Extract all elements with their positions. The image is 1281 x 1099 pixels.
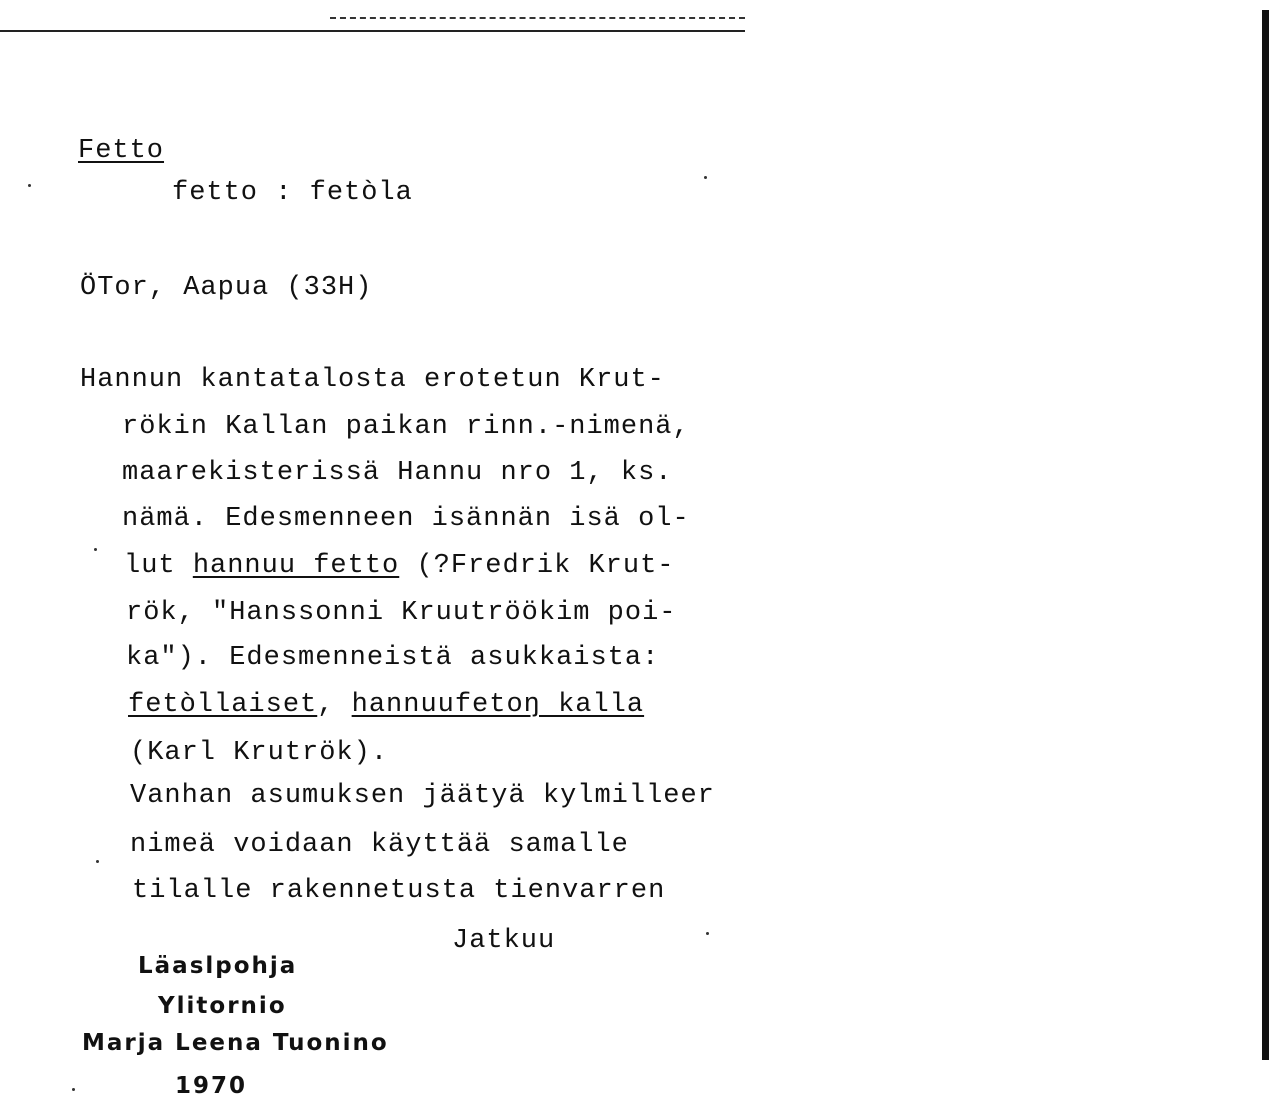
stamp-region: Läaslpohja xyxy=(138,953,298,979)
body-line xyxy=(126,645,659,672)
scan-speck xyxy=(94,548,97,551)
body-line xyxy=(130,783,715,810)
form-line: fetto : fetòla xyxy=(172,178,413,208)
stamp-year: 1970 xyxy=(175,1073,248,1099)
body-text: Hannun kantatalosta erotetun Krut- xyxy=(80,365,665,395)
body-text: Vanhan asumuksen jäätyä kylmilleer xyxy=(130,781,715,811)
top-rule xyxy=(0,30,745,32)
body-line xyxy=(132,878,665,905)
stamp-collector: Marja Leena Tuonino xyxy=(82,1030,389,1056)
body-text: , xyxy=(317,690,352,720)
dialect-form: hannuu fetto xyxy=(192,551,400,581)
scan-speck xyxy=(706,932,709,935)
body-text: nimeä voidaan käyttää samalle xyxy=(130,830,629,860)
scan-speck xyxy=(28,184,31,187)
body-line xyxy=(80,367,665,394)
body-text: (?Fredrik Krut- xyxy=(399,551,675,581)
card-edge xyxy=(1262,10,1269,1060)
stamp-parish: Ylitornio xyxy=(158,993,287,1019)
body-line xyxy=(130,832,629,859)
body-text: lut xyxy=(124,551,193,581)
body-text: ka"). Edesmenneistä asukkaista: xyxy=(126,643,660,673)
scan-speck xyxy=(72,1088,75,1091)
body-line xyxy=(126,600,676,627)
top-rule-dashed xyxy=(330,17,745,19)
body-line xyxy=(122,414,690,441)
dialect-form: fetòllaiset xyxy=(128,690,318,720)
entry-heading: Fetto xyxy=(78,136,165,166)
body-text: nämä. Edesmenneen isännän isä ol- xyxy=(122,504,690,534)
body-line xyxy=(124,553,675,580)
scan-speck xyxy=(96,860,99,863)
body-line xyxy=(128,692,644,719)
body-text: (Karl Krutrök). xyxy=(130,738,389,768)
body-line xyxy=(122,506,690,533)
body-text: rökin Kallan paikan rinn.-nimenä, xyxy=(122,412,690,442)
body-text: rök, "Hanssonni Kruutröökim poi- xyxy=(126,598,677,628)
body-line xyxy=(130,740,388,767)
body-text: maarekisterissä Hannu nro 1, ks. xyxy=(122,458,673,488)
body-text: tilalle rakennetusta tienvarren xyxy=(132,876,666,906)
scan-speck xyxy=(704,176,707,179)
location-line: ÖTor, Aapua (33H) xyxy=(80,273,373,303)
body-line xyxy=(122,460,672,487)
dialect-form: hannuufetoŋ kalla xyxy=(351,690,645,720)
continued-note: Jatkuu xyxy=(452,926,556,956)
